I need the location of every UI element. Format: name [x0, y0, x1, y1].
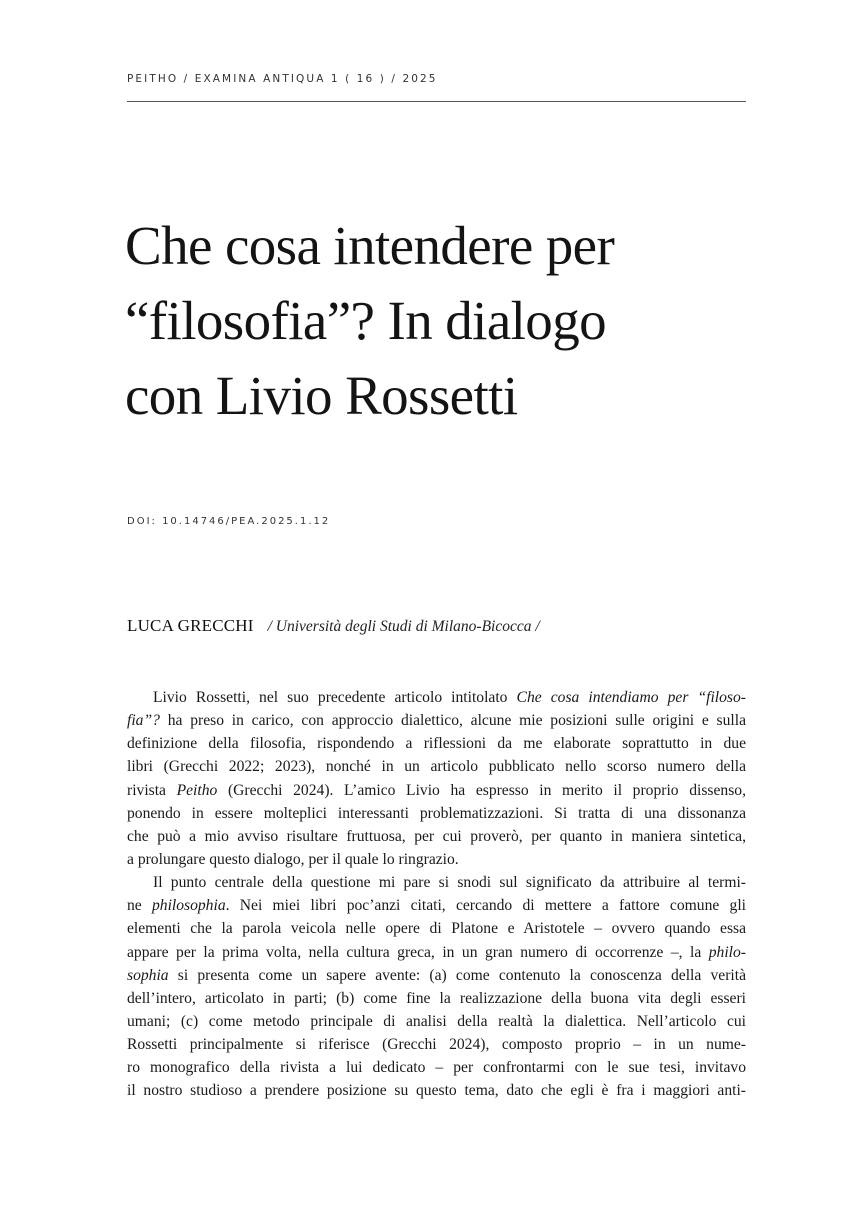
text-span: rivista — [127, 781, 177, 799]
text-line: ponendo in essere molteplici interessanti problematizzazioni. Si tratta di una dissonanza — [127, 804, 746, 822]
doi: DOI: 10.14746/PEA.2025.1.12 — [127, 516, 331, 527]
text-span: ne — [127, 897, 152, 915]
author-affiliation: / Università degli Studi di Milano-Bicocca / — [267, 618, 540, 635]
article-title — [125, 208, 765, 433]
text-line — [127, 941, 746, 964]
text-span: Livio Rossetti, nel suo precedente articolo intitolato — [153, 689, 517, 706]
italic-span: fia”? — [127, 712, 160, 730]
text-line: Il punto centrale della questione mi pare si snodi sul significato da attribuire al termi- — [153, 874, 746, 892]
text-line: definizione della filosofia, rispondendo a riflessioni da me elaborate soprattutto in due — [127, 735, 746, 753]
text-line — [127, 709, 746, 732]
italic-span: Peitho — [176, 781, 218, 799]
text-line — [127, 686, 746, 709]
author-name: LUCA GRECCHI — [127, 616, 254, 635]
paragraph-1 — [127, 686, 746, 871]
text-span: . Nei miei libri poc’anzi citati, cercando di mettere a fattore comune gli — [225, 897, 746, 915]
header-rule — [127, 101, 746, 102]
title-line-3: con Livio Rossetti — [125, 365, 518, 426]
text-line: elementi che la parola veicola nelle opere di Platone e Aristotele – ovvero quando essa — [127, 920, 746, 938]
title-line-2: “filosofia”? In dialogo — [125, 290, 607, 351]
text-span: si presenta come un sapere avente: (a) come contenuto la conoscenza della verità — [168, 966, 746, 984]
byline — [127, 616, 540, 636]
italic-span: philo- — [708, 943, 746, 961]
text-line — [127, 964, 746, 987]
text-line: umani; (c) come metodo principale di analisi della realtà la dialettica. Nell’articolo cui — [127, 1012, 746, 1030]
text-line — [127, 894, 746, 917]
text-line: dell’intero, articolato in parti; (b) come fine la realizzazione della buona vita degli esseri — [127, 989, 746, 1007]
text-line: a prolungare questo dialogo, per il quale lo ringrazio. — [127, 850, 459, 868]
text-line: Rossetti principalmente si riferisce (Grecchi 2024), composto proprio – in un nume- — [127, 1036, 746, 1054]
text-line: libri (Grecchi 2022; 2023), nonché in un articolo pubblicato nello scorso numero della — [127, 758, 746, 776]
text-span: ha preso in carico, con approccio dialettico, alcune mie posizioni sulle origini e sulla — [159, 712, 746, 730]
running-head: PEITHO / EXAMINA ANTIQUA 1 ( 16 ) / 2025 — [127, 73, 438, 85]
title-line-1: Che cosa intendere per — [125, 215, 615, 276]
text-line: che può a mio avviso risultare fruttuosa, per cui proverò, per quanto in maniera sintetica, — [127, 827, 746, 845]
text-line: ro monografico della rivista a lui dedicato – per confrontarmi con le sue tesi, invitavo — [127, 1059, 746, 1077]
text-line: il nostro studioso a prendere posizione su questo tema, dato che egli è fra i maggiori anti- — [127, 1082, 746, 1100]
article-body — [127, 686, 746, 1103]
text-span: appare per la prima volta, nella cultura greca, in un gran numero di occorrenze –, la — [127, 943, 709, 961]
italic-span: sophia — [127, 966, 169, 984]
text-line — [127, 779, 746, 802]
text-span: (Grecchi 2024). L’amico Livio ha espresso in merito il proprio dissenso, — [217, 781, 746, 799]
italic-span: Che cosa intendiamo per “filoso- — [516, 689, 746, 706]
paragraph-2 — [127, 871, 746, 1102]
italic-span: philosophia — [151, 897, 226, 915]
